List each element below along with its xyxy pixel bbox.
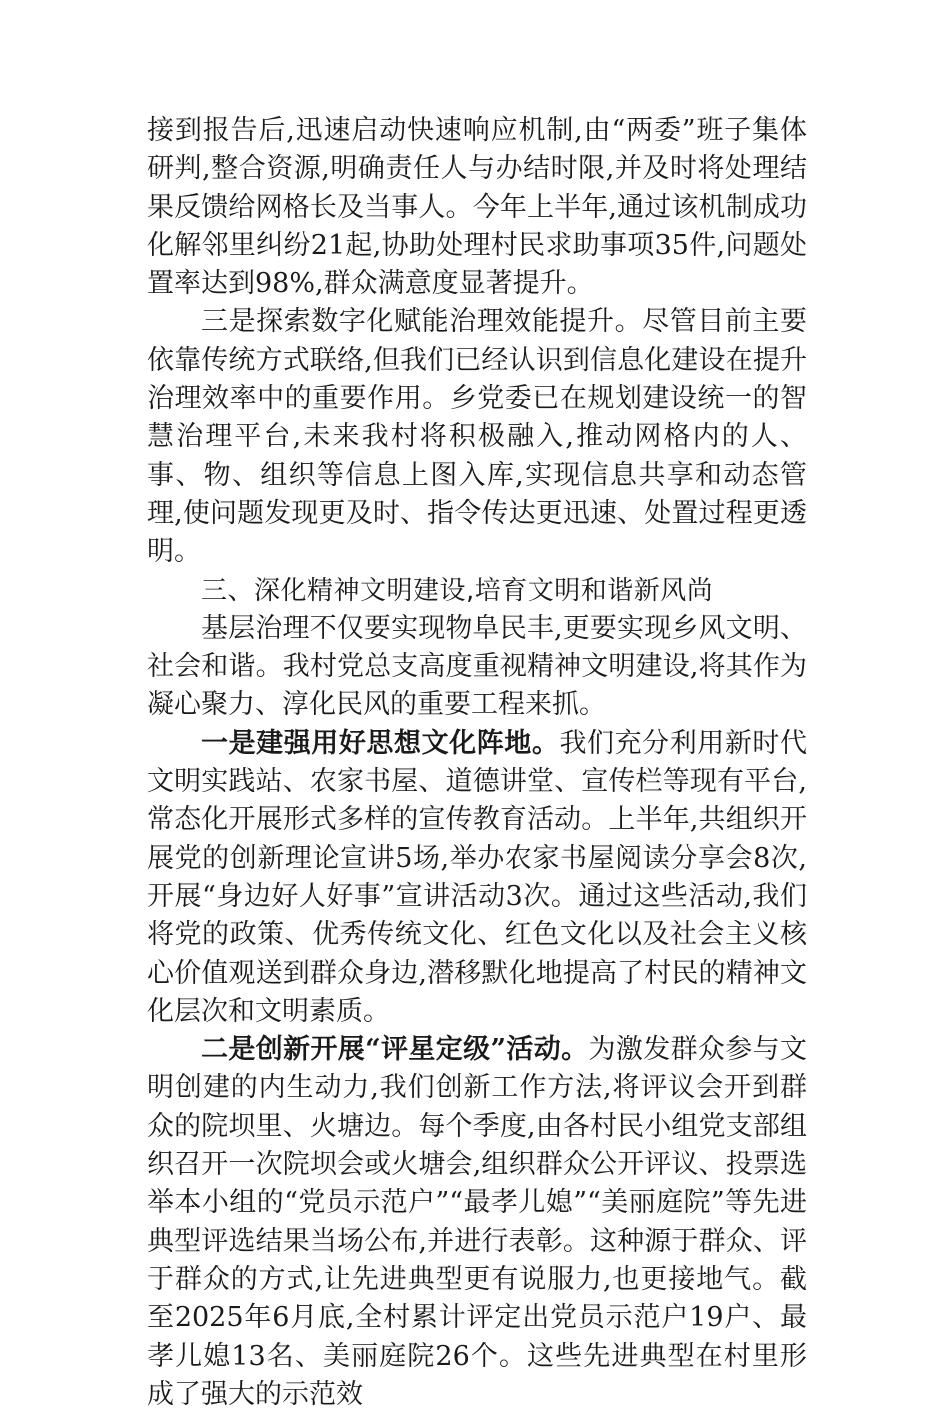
document-page (147, 112, 807, 1414)
item-star-rating-body: 为激发群众参与文明创建的内生动力,我们创新工作方法,将评议会开到群众的院坝里、火塘边。每个季度,由各村民小组党支部组织召开一次院坝会或火塘会,组织群众公开评议、投票选举本小组的“党员示范户”“最孝儿媳”“美丽庭院”等先进典型评选结果当场公布,并进行表彰。这种源于群众、评于群众的方式,让先进典型更有说服力,也更接地气。截至2025年6月底,全村累计评定出党员示范户19户、最孝儿媳13名、美丽庭院26个。这些先进典型在村里形成了强大的示范效 (147, 1034, 808, 1410)
section-intro: 基层治理不仅要实现物阜民丰,更要实现乡风文明、社会和谐。我村党总支高度重视精神文明建设,将其作为凝心聚力、淳化民风的重要工程来抓。 (147, 612, 807, 721)
item-star-rating-lead: 二是创新开展“评星定级”活动。 (201, 1034, 589, 1066)
paragraph-response-mechanism: 接到报告后,迅速启动快速响应机制,由“两委”班子集体研判,整合资源,明确责任人与办结时限,并及时将处理结果反馈给网格长及当事人。今年上半年,通过该机制成功化解邻里纠纷21起,协助处理村民求助事项35件,问题处置率达到98%,群众满意度显著提升。 (147, 115, 807, 300)
item-cultural-position (147, 725, 807, 1031)
paragraph-digital-governance: 三是探索数字化赋能治理效能提升。尽管目前主要依靠传统方式联络,但我们已经认识到信息化建设在提升治理效率中的重要作用。乡党委已在规划建设统一的智慧治理平台,未来我村将积极融入,推动网格内的人、事、物、组织等信息上图入库,实现信息共享和动态管理,使问题发现更及时、指令传达更迅速、处置过程更透明。 (147, 306, 807, 568)
item-cultural-position-body: 我们充分利用新时代文明实践站、农家书屋、道德讲堂、宣传栏等现有平台,常态化开展形式多样的宣传教育活动。上半年,共组织开展党的创新理论宣讲5场,举办农家书屋阅读分享会8次,开展“身边好人好事”宣讲活动3次。通过这些活动,我们将党的政策、优秀传统文化、红色文化以及社会主义核心价值观送到群众身边,潜移默化地提高了村民的精神文化层次和文明素质。 (147, 727, 808, 1027)
item-cultural-position-lead: 一是建强用好思想文化阵地。 (201, 727, 560, 759)
item-star-rating (147, 1031, 807, 1414)
section-heading: 三、深化精神文明建设,培育文明和谐新风尚 (201, 575, 714, 606)
